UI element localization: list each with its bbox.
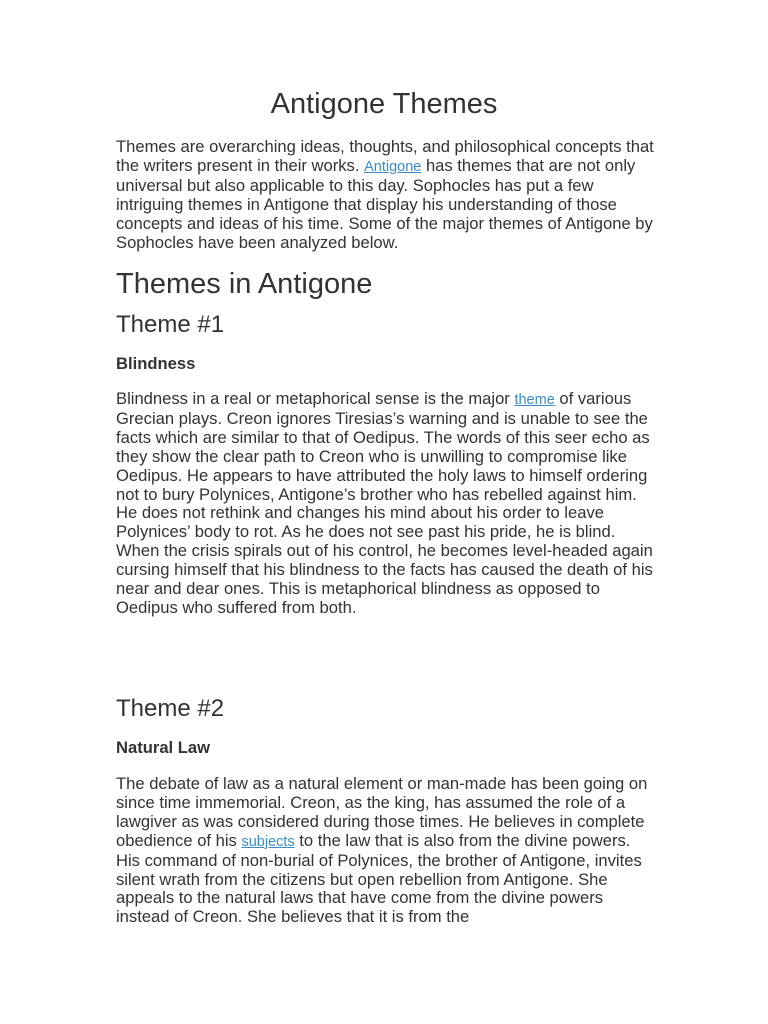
antigone-link[interactable]: Antigone: [364, 158, 422, 175]
theme-2-heading: Theme #2: [116, 695, 225, 722]
theme-1-text-after: of various Grecian plays. Creon ignores Tiresias’s warning and is unable to see the facts which are similar to that of Oedipus. The words of this seer echo as they show the clear path to Creon who is unwilling to compromise like Oedipus. He appears to have attributed the holy laws to himself ordering not to bury Polynices, Antigone’s brother who has rebelled against him. He does not rethink and changes his mind about his order to leave Polynices’ body to rot. As he does not see past his pride, he is blind. When the crisis spirals out of his control, he becomes level-headed again cursing himself that his blindness to the facts has caused the death of his near and dear ones. This is metaphorical blindness as opposed to Oedipus who suffered from both.: [116, 389, 653, 617]
theme-1-paragraph: [116, 390, 656, 618]
subjects-link[interactable]: subjects: [241, 833, 295, 850]
theme-1-text-before: Blindness in a real or metaphorical sense is the major: [116, 389, 515, 408]
document-title: Antigone Themes: [270, 88, 498, 120]
theme-2-text-before: The debate of law as a natural element or man-made has been going on since time immemorial. Creon, as the king, has assumed the role of a lawgiver as was considered during those times. He believes in complete obedience of his: [116, 774, 648, 850]
section-heading: Themes in Antigone: [116, 268, 373, 300]
intro-paragraph: [116, 138, 656, 252]
theme-1-heading: Theme #1: [116, 311, 225, 338]
theme-link[interactable]: theme: [514, 392, 555, 408]
intro-text-before: Themes are overarching ideas, thoughts, and philosophical concepts that the writers present in their works.: [116, 137, 654, 175]
theme-2-subheading: Natural Law: [116, 738, 211, 757]
theme-2-paragraph: [116, 775, 656, 927]
intro-text-after: has themes that are not only universal but also applicable to this day. Sophocles has put a few intriguing themes in Antigone that display his understanding of those concepts and ideas of his time. Some of the major themes of Antigone by Sophocles have been analyzed below.: [116, 155, 653, 252]
theme-2-text-after: to the law that is also from the divine powers. His command of non-burial of Polynices, the brother of Antigone, invites silent wrath from the citizens but open rebellion from Antigone. She appeals to the natural laws that have come from the divine powers instead of Creon. She believes that it is from the: [116, 830, 642, 927]
theme-1-subheading: Blindness: [116, 354, 196, 373]
